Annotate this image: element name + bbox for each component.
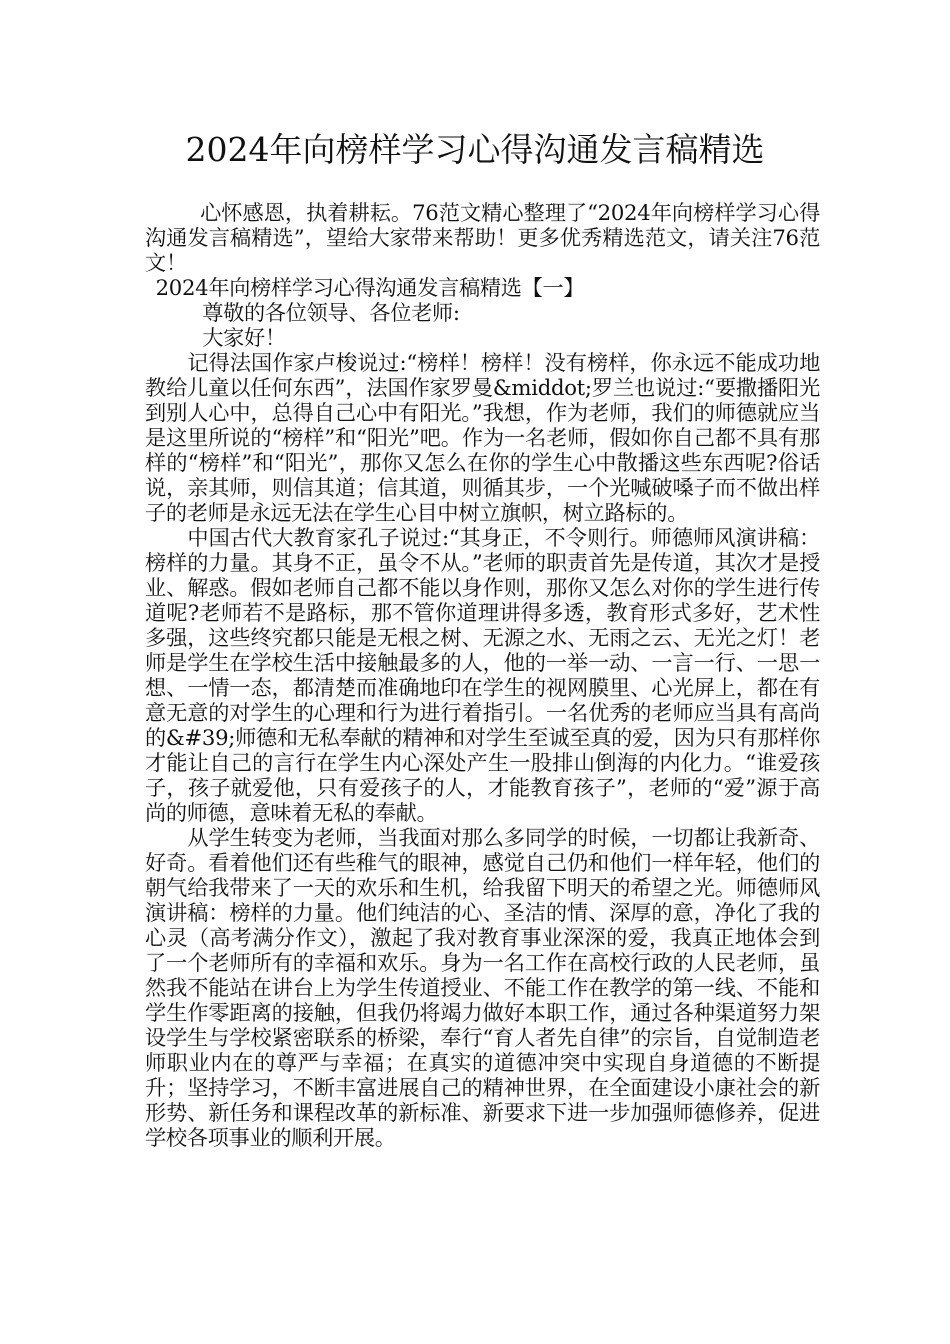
intro-paragraph: 心怀感恩，执着耕耘。76范文精心整理了“2024年向榜样学习心得沟通发言稿精选”，望给大家带来帮助！更多优秀精选范文，请关注76范文！: [145, 200, 820, 275]
body-paragraph: 从学生转变为老师，当我面对那么多同学的时候，一切都让我新奇、好奇。看着他们还有些稚气的眼神，感觉自己仍和他们一样年轻，他们的朝气给我带来了一天的欢乐和生机，给我留下明天的希望之光。师德师风演讲稿：榜样的力量。他们纯洁的心、圣洁的情、深厚的意，净化了我的心灵（高考满分作文），激起了我对教育事业深深的爱，我真正地体会到了一个老师所有的幸福和欢乐。身为一名工作在高校行政的人民老师，虽然我不能站在讲台上为学生传道授业、不能工作在教学的第一线、不能和学生作零距离的接触，但我仍将竭力做好本职工作，通过各种渠道努力架设学生与学校紧密联系的桥梁，奉行“育人者先自律”的宗旨，自觉制造老师职业内在的尊严与幸福；在真实的道德冲突中实现自身道德的不断提升；坚持学习，不断丰富进展自己的精神世界，在全面建设小康社会的新形势、新任务和课程改革的新标准、新要求下进一步加强师德修养，促进学校各项事业的顺利开展。: [145, 825, 820, 1150]
section-heading: 2024年向榜样学习心得沟通发言稿精选【一】: [155, 275, 585, 300]
document-body: [145, 200, 820, 1150]
salutation: 尊敬的各位领导、各位老师:: [202, 300, 460, 325]
body-paragraph: 中国古代大教育家孔子说过:“其身正，不令则行。师德师风演讲稿：榜样的力量。其身不正，虽令不从。”老师的职责首先是传道，其次才是授业、解惑。假如老师自己都不能以身作则，那你又怎么对你的学生进行传道呢?老师若不是路标，那不管你道理讲得多透，教育形式多好，艺术性多强，这些终究都只能是无根之树、无源之水、无雨之云、无光之灯！老师是学生在学校生活中接触最多的人，他的一举一动、一言一行、一思一想、一情一态，都清楚而准确地印在学生的视网膜里、心光屏上，都在有意无意的对学生的心理和行为进行着指引。一名优秀的老师应当具有高尚的&#39;师德和无私奉献的精神和对学生至诚至真的爱，因为只有那样你才能让自己的言行在学生内心深处产生一股排山倒海的内化力。“谁爱孩子，孩子就爱他，只有爱孩子的人，才能教育孩子”，老师的“爱”源于高尚的师德，意味着无私的奉献。: [145, 525, 820, 825]
greeting: 大家好！: [202, 325, 286, 350]
document-title: 2024年向榜样学习心得沟通发言稿精选: [185, 130, 765, 169]
body-paragraph: 记得法国作家卢梭说过:“榜样！榜样！没有榜样，你永远不能成功地教给儿童以任何东西”，法国作家罗曼&middot;罗兰也说过:“要撒播阳光到别人心中，总得自己心中有阳光。”我想，作为老师，我们的师德就应当是这里所说的“榜样”和“阳光”吧。作为一名老师，假如你自己都不具有那样的“榜样”和“阳光”，那你又怎么在你的学生心中散播这些东西呢?俗话说，亲其师，则信其道；信其道，则循其步，一个光喊破嗓子而不做出样子的老师是永远无法在学生心目中树立旗帜，树立路标的。: [145, 350, 820, 525]
